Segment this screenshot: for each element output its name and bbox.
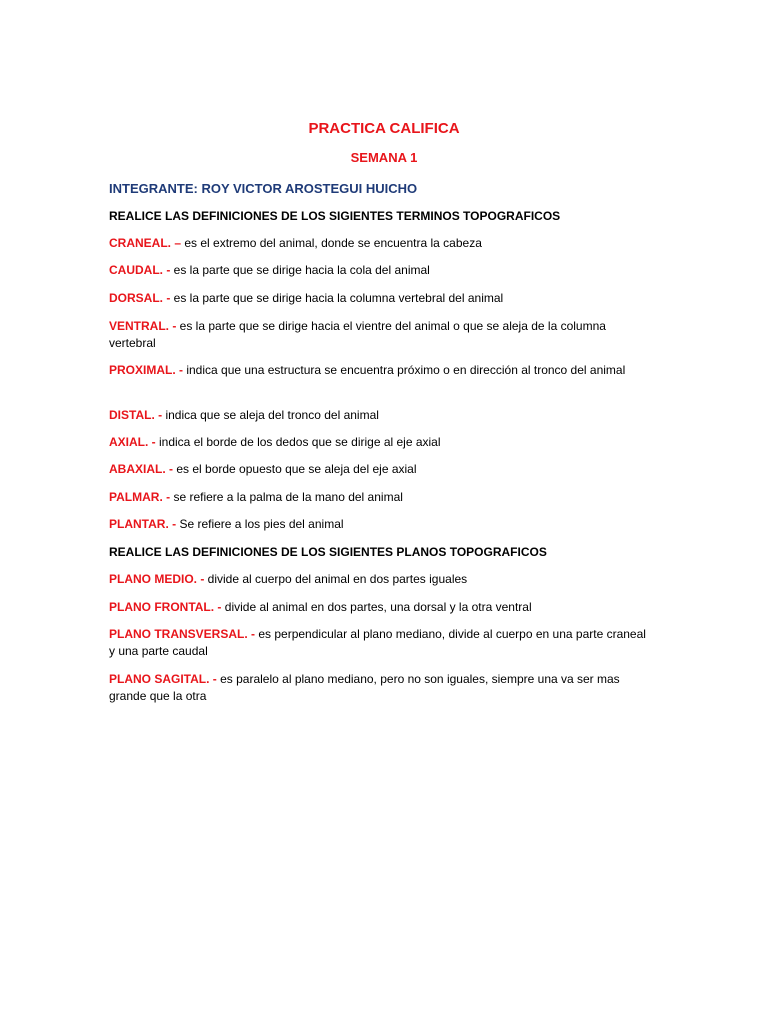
- plane-label: PLANO SAGITAL. -: [109, 672, 217, 686]
- plane-entry: [109, 626, 654, 660]
- section-heading-planes: REALICE LAS DEFINICIONES DE LOS SIGIENTES PLANOS TOPOGRAFICOS: [109, 545, 547, 559]
- plane-definition: es paralelo al plano mediano, pero no son iguales, siempre una va ser mas grande que la otra: [109, 672, 620, 703]
- plane-entry: [109, 571, 654, 588]
- term-entry: [109, 407, 654, 424]
- term-label: PROXIMAL. -: [109, 363, 183, 377]
- term-definition: Se refiere a los pies del animal: [176, 517, 344, 531]
- term-definition: se refiere a la palma de la mano del animal: [170, 490, 403, 504]
- term-entry: [109, 290, 654, 307]
- term-entry: [109, 516, 654, 533]
- term-entry: [109, 434, 654, 451]
- term-entry: [109, 235, 654, 252]
- term-label: CRANEAL. –: [109, 236, 182, 250]
- term-definition: es el borde opuesto que se aleja del eje axial: [173, 462, 417, 476]
- term-entry: [109, 461, 654, 478]
- term-label: CAUDAL. -: [109, 263, 171, 277]
- document-subtitle: SEMANA 1: [350, 150, 418, 165]
- term-definition: es la parte que se dirige hacia la cola del animal: [170, 263, 430, 277]
- term-entry: [109, 489, 654, 506]
- term-label: VENTRAL. -: [109, 319, 177, 333]
- plane-definition: es perpendicular al plano mediano, divide al cuerpo en una parte craneal y una parte caudal: [109, 627, 646, 658]
- term-definition: es la parte que se dirige hacia la columna vertebral del animal: [170, 291, 504, 305]
- section-heading-terms: REALICE LAS DEFINICIONES DE LOS SIGIENTES TERMINOS TOPOGRAFICOS: [109, 209, 561, 223]
- plane-definition: divide al cuerpo del animal en dos partes iguales: [204, 572, 468, 586]
- integrante-line: INTEGRANTE: ROY VICTOR AROSTEGUI HUICHO: [109, 181, 418, 196]
- term-entry: [109, 262, 654, 279]
- document-title: PRACTICA CALIFICA: [308, 120, 460, 137]
- term-label: PLANTAR. -: [109, 517, 177, 531]
- term-label: DORSAL. -: [109, 291, 171, 305]
- term-label: DISTAL. -: [109, 408, 163, 422]
- plane-entry: [109, 599, 654, 616]
- term-label: AXIAL. -: [109, 435, 156, 449]
- term-definition: es el extremo del animal, donde se encuentra la cabeza: [181, 236, 482, 250]
- term-definition: indica el borde de los dedos que se dirige al eje axial: [155, 435, 441, 449]
- term-entry: [109, 318, 654, 352]
- plane-label: PLANO MEDIO. -: [109, 572, 205, 586]
- plane-label: PLANO TRANSVERSAL. -: [109, 627, 256, 641]
- term-definition: es la parte que se dirige hacia el vientre del animal o que se aleja de la columna vertebral: [109, 319, 606, 350]
- term-definition: indica que una estructura se encuentra próximo o en dirección al tronco del animal: [183, 363, 626, 377]
- term-entry: [109, 362, 654, 379]
- plane-label: PLANO FRONTAL. -: [109, 600, 222, 614]
- term-label: PALMAR. -: [109, 490, 171, 504]
- term-label: ABAXIAL. -: [109, 462, 173, 476]
- plane-entry: [109, 671, 654, 705]
- term-definition: indica que se aleja del tronco del animal: [162, 408, 379, 422]
- plane-definition: divide al animal en dos partes, una dorsal y la otra ventral: [221, 600, 532, 614]
